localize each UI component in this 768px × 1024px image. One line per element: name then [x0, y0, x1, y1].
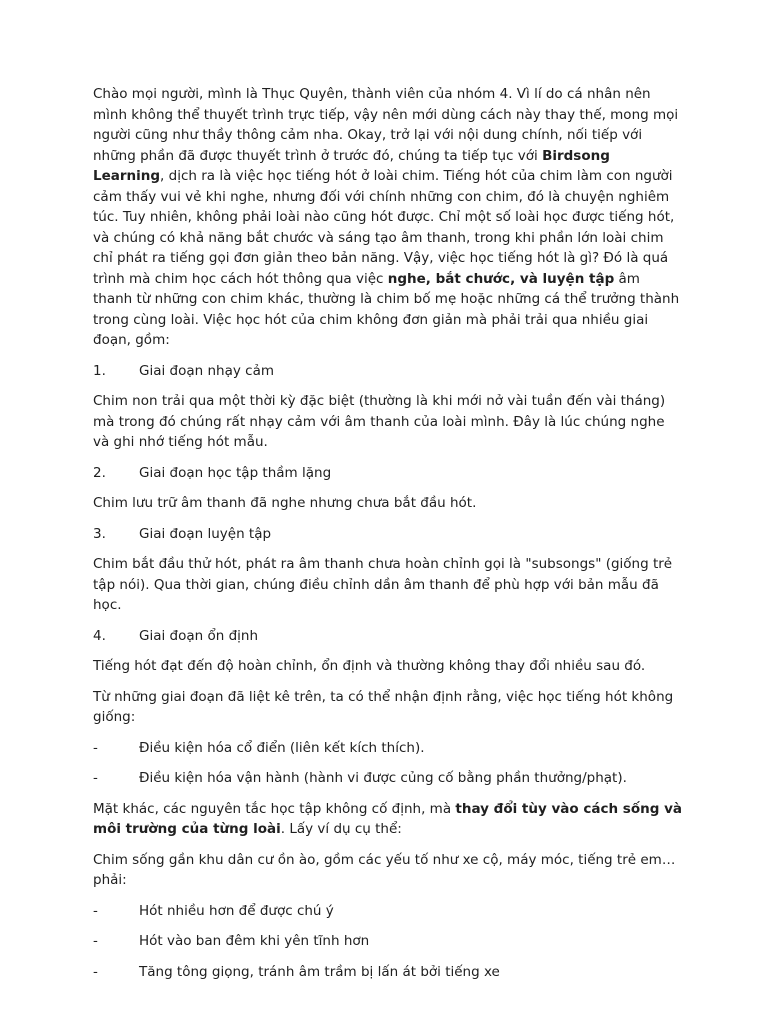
bullet-dash: -: [93, 963, 98, 980]
stage-heading-2: [93, 463, 683, 484]
stage-description-4: Tiếng hót đạt đến độ hoàn chỉnh, ổn định và thường không thay đổi nhiều sau đó.: [93, 658, 646, 674]
stage-description-1: Chim non trải qua một thời kỳ đặc biệt (thường là khi mới nở vài tuần đến vài tháng) mà trong đó chúng rất nhạy cảm với âm thanh của loài mình. Đây là lúc chúng nghe và ghi nhớ tiếng hót mẫu.: [93, 393, 666, 450]
bullet-item: [93, 962, 683, 983]
principles-text-2: . Lấy ví dụ cụ thể:: [280, 821, 402, 837]
list-number: 3.: [93, 525, 106, 542]
intro-bold-learning-methods: nghe, bắt chước, và luyện tập: [387, 270, 615, 287]
bullet-dash: -: [93, 933, 98, 949]
bullet-text: Hót nhiều hơn để được chú ý: [139, 902, 334, 919]
stage-title: Giai đoạn ổn định: [139, 627, 259, 644]
bullet-text: Tăng tông giọng, tránh âm trầm bị lấn át bởi tiếng xe: [139, 963, 500, 980]
urban-paragraph: Chim sống gần khu dân cư ồn ào, gồm các yếu tố như xe cộ, máy móc, tiếng trẻ em… phải:: [93, 851, 676, 888]
bullet-text: Hót vào ban đêm khi yên tĩnh hơn: [139, 933, 370, 949]
list-number: 1.: [93, 362, 106, 379]
list-number: 4.: [93, 627, 106, 644]
conclusion-paragraph: Từ những giai đoạn đã liệt kê trên, ta có thể nhận định rằng, việc học tiếng hót không giống:: [93, 688, 674, 725]
bullet-item: [93, 738, 683, 759]
bullet-dash: -: [93, 770, 98, 786]
principles-bold: thay đổi tùy vào cách sống và môi trường của từng loài: [93, 800, 682, 837]
bullet-item: [93, 768, 683, 789]
stage-title: Giai đoạn nhạy cảm: [139, 362, 274, 379]
bullet-dash: -: [93, 902, 98, 919]
stage-title: Giai đoạn học tập thầm lặng: [139, 464, 332, 481]
intro-text-1: Chào mọi người, mình là Thục Quyên, thành viên của nhóm 4. Vì lí do cá nhân nên mình không thể thuyết trình trực tiếp, vậy nên mới dùng cách này thay thế, mong mọi người cũng như thầy thông cảm nha. Okay, trở lại với nội dung chính, nối tiếp với những phần đã được thuyết trình ở trước đó, chúng ta tiếp tục với: [93, 86, 679, 164]
document-body: [93, 84, 683, 992]
principles-paragraph: [93, 799, 683, 840]
intro-bold-birdsong: Birdsong Learning: [93, 147, 610, 184]
principles-text-1: Mặt khác, các nguyên tắc học tập không cố định, mà: [93, 800, 456, 817]
stage-description-2: Chim lưu trữ âm thanh đã nghe nhưng chưa bắt đầu hót.: [93, 495, 477, 511]
intro-text-3: âm thanh từ những con chim khác, thường là chim bố mẹ hoặc những cá thể trưởng thành trong cùng loài. Việc học hót của chim không đơn giản mà phải trải qua nhiều giai đoạn, gồm:: [93, 270, 680, 348]
bullet-text: Điều kiện hóa cổ điển (liên kết kích thích).: [139, 739, 425, 756]
stage-title: Giai đoạn luyện tập: [139, 525, 272, 542]
intro-paragraph: [93, 84, 683, 351]
bullet-item: [93, 931, 683, 952]
bullet-item: [93, 901, 683, 922]
stage-description-3: Chim bắt đầu thử hót, phát ra âm thanh chưa hoàn chỉnh gọi là "subsongs" (giống trẻ tập nói). Qua thời gian, chúng điều chỉnh dần âm thanh để phù hợp với bản mẫu đã học.: [93, 556, 673, 613]
bullet-dash: -: [93, 739, 98, 756]
intro-text-2: , dịch ra là việc học tiếng hót ở loài chim. Tiếng hót của chim làm con người cảm thấy vui vẻ khi nghe, nhưng đối với chính những con chim, đó là chuyện nghiêm túc. Tuy nhiên, không phải loài nào cũng hót được. Chỉ một số loài học được tiếng hót, và chúng có khả năng bắt chước và sáng tạo âm thanh, trong khi phần lớn loài chim chỉ phát ra tiếng gọi đơn giản theo bản năng. Vậy, việc học tiếng hót là gì? Đó là quá trình mà chim học cách hót thông qua việc: [93, 168, 675, 287]
stage-heading-1: [93, 361, 683, 382]
bullet-text: Điều kiện hóa vận hành (hành vi được củng cố bằng phần thưởng/phạt).: [139, 770, 627, 786]
list-number: 2.: [93, 464, 106, 481]
stage-heading-3: [93, 524, 683, 545]
stage-heading-4: [93, 626, 683, 647]
